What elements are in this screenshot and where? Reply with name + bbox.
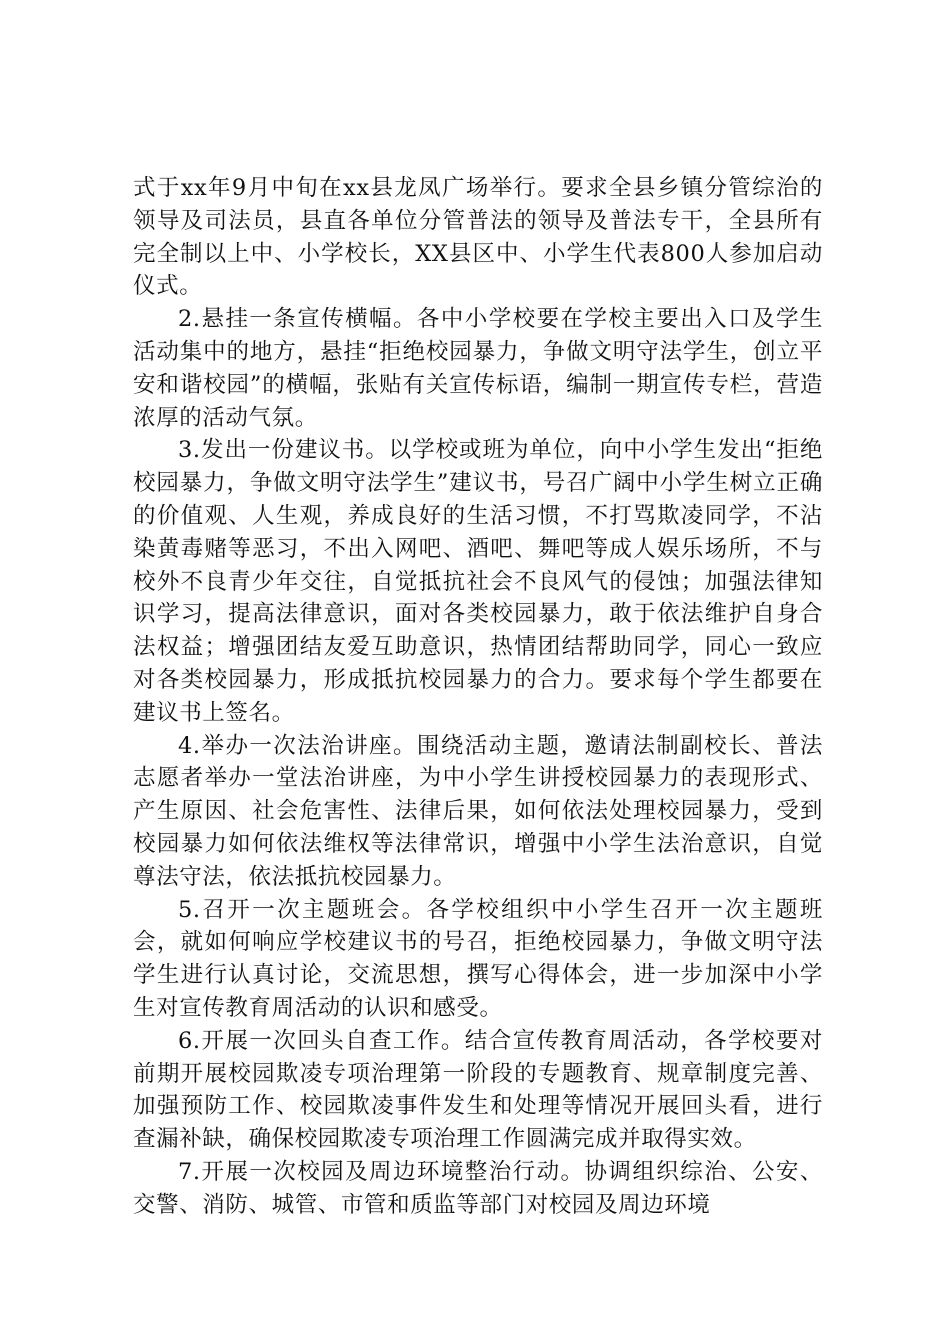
paragraph-item-6: 6.开展一次回头自查工作。结合宣传教育周活动，各学校要对前期开展校园欺凌专项治理第一阶段的专题教育、规章制度完善、加强预防工作、校园欺凌事件发生和处理等情况开展回头看，进行查漏补缺，确保校园欺凌专项治理工作圆满完成并取得实效。 [133, 1027, 823, 1153]
paragraph-item-5: 5.召开一次主题班会。各学校组织中小学生召开一次主题班会，就如何响应学校建议书的号召，拒绝校园暴力，争做文明守法学生进行认真讨论，交流思想，撰写心得体会，进一步加深中小学生对宣传教育周活动的认识和感受。 [133, 896, 823, 1021]
paragraph-item-7: 7.开展一次校园及周边环境整治行动。协调组织综治、公安、交警、消防、城管、市管和质监等部门对校园及周边环境 [133, 1158, 823, 1218]
paragraph-item-2: 2.悬挂一条宣传横幅。各中小学校要在学校主要出入口及学生活动集中的地方，悬挂“拒绝校园暴力，争做文明守法学生，创立平安和谐校园”的横幅，张贴有关宣传标语，编制一期宣传专栏，营造浓厚的活动气氛。 [133, 306, 823, 431]
paragraph-item-4: 4.举办一次法治讲座。围绕活动主题，邀请法制副校长、普法志愿者举办一堂法治讲座，为中小学生讲授校园暴力的表现形式、产生原因、社会危害性、法律后果，如何依法处理校园暴力，受到校园暴力如何依法维权等法律常识，增强中小学生法治意识，自觉尊法守法，依法抵抗校园暴力。 [133, 732, 823, 890]
paragraph-continuation: 式于xx年9月中旬在xx县龙凤广场举行。要求全县乡镇分管综治的领导及司法员，县直各单位分管普法的领导及普法专干，全县所有完全制以上中、小学校长，XX县区中、小学生代表800人参加启动仪式。 [133, 175, 823, 300]
paragraph-item-3: 3.发出一份建议书。以学校或班为单位，向中小学生发出“拒绝校园暴力，争做文明守法学生”建议书，号召广阔中小学生树立正确的价值观、人生观，养成良好的生活习惯，不打骂欺凌同学，不沾染黄毒赌等恶习，不出入网吧、酒吧、舞吧等成人娱乐场所，不与校外不良青少年交往，自觉抵抗社会不良风气的侵蚀；加强法律知识学习，提高法律意识，面对各类校园暴力，敢于依法维护自身合法权益；增强团结友爱互助意识，热情团结帮助同学，同心一致应对各类校园暴力，形成抵抗校园暴力的合力。要求每个学生都要在建议书上签名。 [133, 437, 823, 726]
document-body [133, 172, 823, 1222]
